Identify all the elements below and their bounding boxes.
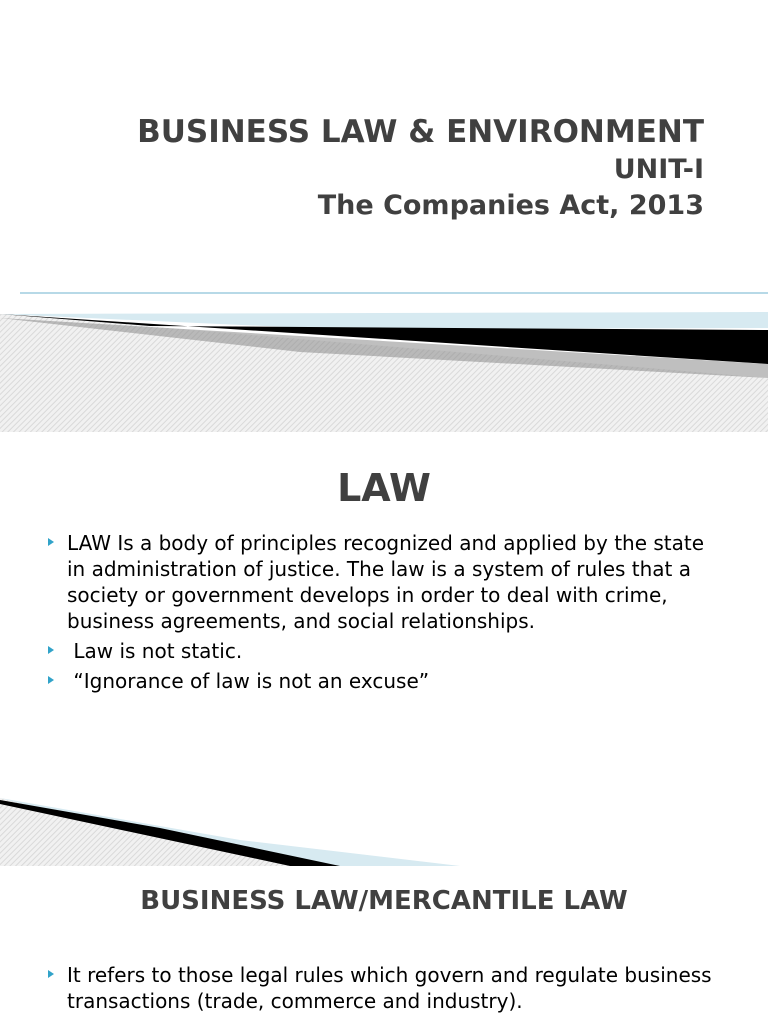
slide-law — [0, 432, 768, 866]
bullet-list — [48, 530, 728, 698]
triangle-bullet-icon — [48, 970, 54, 978]
triangle-bullet-icon — [48, 538, 54, 546]
bullet-text: It refers to those legal rules which govern and regulate business transactions (trade, commerce and industry). — [67, 963, 712, 1013]
bullet-text: LAW Is a body of principles recognized and applied by the state in administration of justice. The law is a system of rules that a society or government develops in order to deal with crime, business agreements, and social relationships. — [67, 531, 705, 633]
bullet-text: “Ignorance of law is not an excuse” — [67, 669, 430, 693]
slide-business-law — [0, 866, 768, 1024]
title-swoosh-decoration — [0, 292, 768, 432]
triangle-bullet-icon — [48, 646, 54, 654]
bullet-list — [48, 962, 728, 1018]
slide-heading: BUSINESS LAW/MERCANTILE LAW — [140, 886, 628, 916]
presentation-unit: UNIT-I — [613, 154, 704, 185]
triangle-bullet-icon — [48, 676, 54, 684]
presentation-title: BUSINESS LAW & ENVIRONMENT — [137, 114, 704, 150]
list-item — [48, 668, 728, 694]
presentation-subtitle: The Companies Act, 2013 — [317, 190, 704, 221]
slide-heading: LAW — [337, 466, 431, 510]
law-swoosh-decoration — [0, 796, 768, 866]
slide-title — [0, 0, 768, 432]
list-item — [48, 530, 728, 634]
list-item — [48, 638, 728, 664]
list-item — [48, 962, 728, 1014]
bullet-text: Law is not static. — [67, 639, 243, 663]
